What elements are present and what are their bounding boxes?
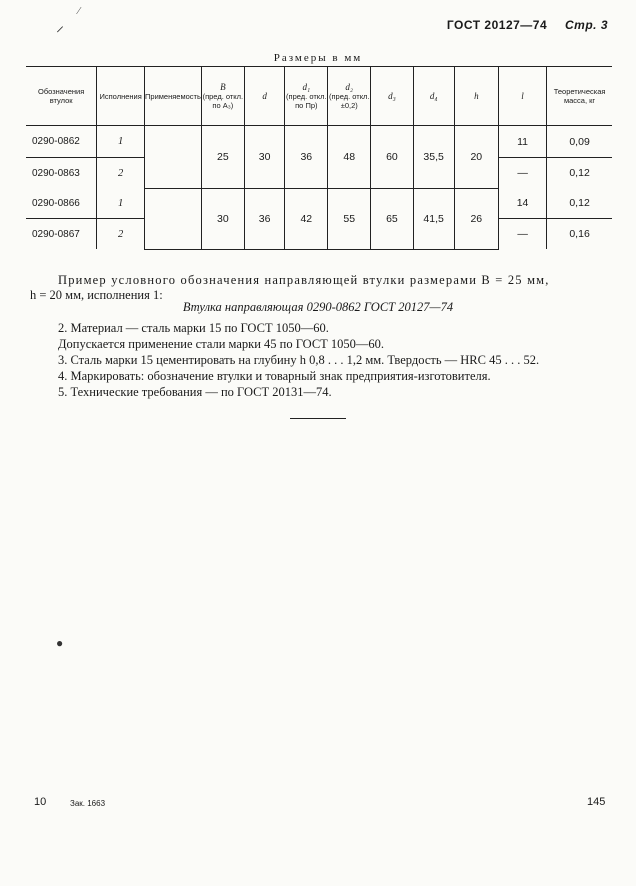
cell-B: 30 [201,188,244,249]
cell-version: 2 [97,158,145,189]
cell-h: 26 [454,188,498,249]
item-2: 2. Материал — сталь марки 15 по ГОСТ 1050—60. [58,321,329,335]
footer-left-number: 10 [34,796,47,808]
header-mass: Теоретическая масса, кг [547,67,612,126]
cell-version: 2 [97,219,145,250]
cell-d: 30 [244,126,285,189]
cell-l: 14 [498,188,546,219]
dimensions-table [26,66,612,250]
example-designation: Втулка направляющая 0290-0862 ГОСТ 20127—74 [182,300,454,314]
cell-mass: 0,09 [547,126,612,158]
cell-d3: 65 [371,188,413,249]
cell-code: 0290-0867 [26,219,97,250]
header-version: Исполнения [97,67,145,126]
cell-d1: 42 [285,188,328,249]
standard-number: ГОСТ 20127—74 [446,18,548,32]
cell-d3: 60 [371,126,413,189]
cell-d4: 41,5 [413,188,454,249]
ink-dot-icon: ● [56,636,64,650]
table-row [26,126,612,158]
page-header [447,18,608,32]
cell-code: 0290-0863 [26,158,97,189]
header-l: l [498,67,546,126]
table-caption: Размеры в мм [273,52,363,64]
cell-code: 0290-0866 [26,188,97,219]
header-B: B (пред. откл. по A₃) [201,67,244,126]
item-4: 4. Маркировать: обозначение втулки и товарный знак предприятия-изготовителя. [58,369,491,383]
separator-rule [290,418,346,419]
page-label: Стр. 3 [564,18,608,32]
cell-d1: 36 [285,126,328,189]
cell-mass: 0,12 [547,188,612,219]
cell-B: 25 [201,126,244,189]
item-3: 3. Сталь марки 15 цементировать на глубину h 0,8 . . . 1,2 мм. Твердость — HRC 45 . . . 52. [58,353,540,367]
table-row [26,188,612,219]
header-d4: d₄ [413,67,454,126]
header-d1: d₁ (пред. откл. по Пр) [285,67,328,126]
cell-l: 11 [498,126,546,158]
header-d: d [244,67,285,126]
cell-applicability [145,188,202,249]
header-d3: d₃ [371,67,413,126]
cell-code: 0290-0862 [26,126,97,158]
cell-mass: 0,12 [547,158,612,189]
cell-version: 1 [97,126,145,158]
table-header-row [26,67,612,126]
item-2b: Допускается применение стали марки 45 по ГОСТ 1050—60. [58,337,385,351]
header-h: h [454,67,498,126]
footer-page-number: 145 [587,796,606,808]
cell-applicability [145,126,202,189]
cell-d: 36 [244,188,285,249]
header-d2: d₂ (пред. откл. ±0,2) [328,67,371,126]
cell-l: — [498,219,546,250]
ink-mark-icon: ⸝ [56,18,65,35]
footer-order: Зак. 1663 [70,799,106,808]
example-line-1: Пример условного обозначения направляющей втулки размерами B = 25 мм, [58,273,550,287]
cell-d4: 35,5 [413,126,454,189]
cell-l: — [498,158,546,189]
cell-version: 1 [97,188,145,219]
cell-mass: 0,16 [547,219,612,250]
item-5: 5. Технические требования — по ГОСТ 20131—74. [58,385,332,399]
cell-h: 20 [454,126,498,189]
example-line-2: h = 20 мм, исполнения 1: [30,288,163,302]
header-designation: Обозначения втулок [26,67,97,126]
header-applicability: Применяемость [145,67,202,126]
cell-d2: 48 [328,126,371,189]
ink-mark-icon: ⁄ [78,6,80,17]
cell-d2: 55 [328,188,371,249]
